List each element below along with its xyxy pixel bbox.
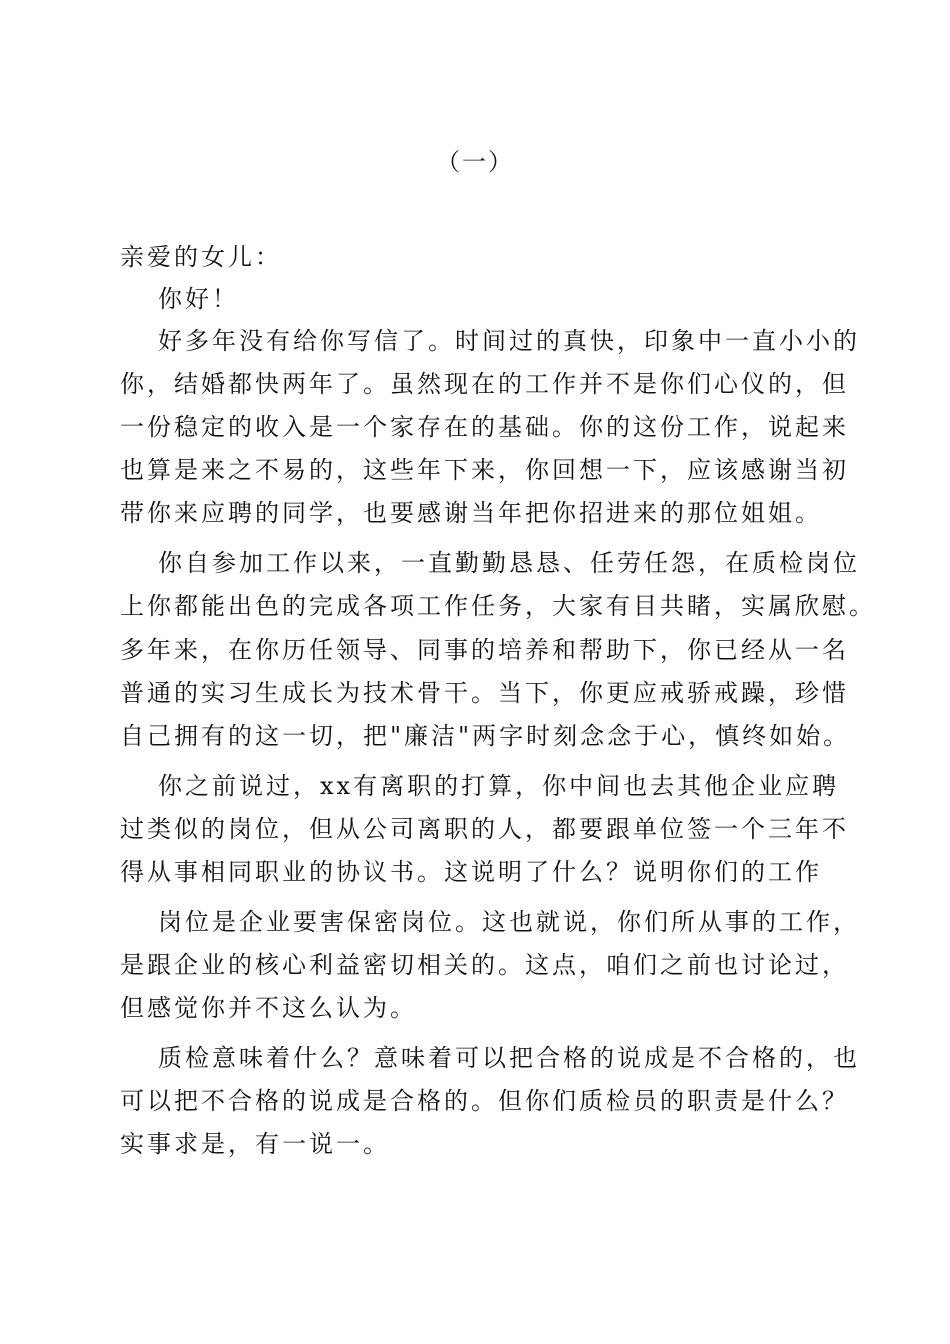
paragraph-line: 质检意味着什么？意味着可以把合格的说成是不合格的，也 (158, 1044, 860, 1072)
paragraph-line: 上你都能出色的完成各项工作任务，大家有目共睹，实属欣慰。 (120, 592, 876, 620)
paragraph-line: 你自参加工作以来，一直勤勤恳恳、任劳任怨，在质检岗位 (158, 549, 860, 577)
paragraph-line: 得从事相同职业的协议书。这说明了什么？说明你们的工作 (120, 858, 822, 886)
paragraph-line: 自己拥有的这一切，把"廉洁"两字时刻念念于心，慎终如始。 (120, 722, 851, 750)
paragraph-line: 普通的实习生成长为技术骨干。当下，你更应戒骄戒躁，珍惜 (120, 679, 849, 707)
paragraph-line: 带你来应聘的同学，也要感谢当年把你招进来的那位姐姐。 (120, 499, 822, 527)
paragraph-line: 但感觉你并不这么认为。 (120, 994, 417, 1022)
paragraph-line: 你，结婚都快两年了。虽然现在的工作并不是你们心仪的，但 (120, 370, 849, 398)
paragraph-line: 好多年没有给你写信了。时间过的真快，印象中一直小小的 (158, 327, 860, 355)
paragraph-line: 也算是来之不易的，这些年下来，你回想一下，应该感谢当初 (120, 456, 849, 484)
section-heading: （一） (436, 148, 514, 176)
paragraph-line: 一份稳定的收入是一个家存在的基础。你的这份工作，说起来 (120, 413, 849, 441)
paragraph-line: 你之前说过，xx有离职的打算，你中间也去其他企业应聘 (158, 772, 840, 800)
greeting: 你好！ (158, 285, 239, 313)
paragraph-line: 过类似的岗位，但从公司离职的人，都要跟单位签一个三年不 (120, 815, 849, 843)
paragraph-line: 可以把不合格的说成是合格的。但你们质检员的职责是什么？ (120, 1087, 849, 1115)
paragraph-line: 岗位是企业要害保密岗位。这也就说，你们所从事的工作， (158, 908, 860, 936)
paragraph-line: 实事求是，有一说一。 (120, 1130, 390, 1158)
salutation: 亲爱的女儿： (120, 243, 282, 271)
paragraph-line: 多年来，在你历任领导、同事的培养和帮助下，你已经从一名 (120, 636, 849, 664)
paragraph-line: 是跟企业的核心利益密切相关的。这点，咱们之前也讨论过， (120, 951, 849, 979)
